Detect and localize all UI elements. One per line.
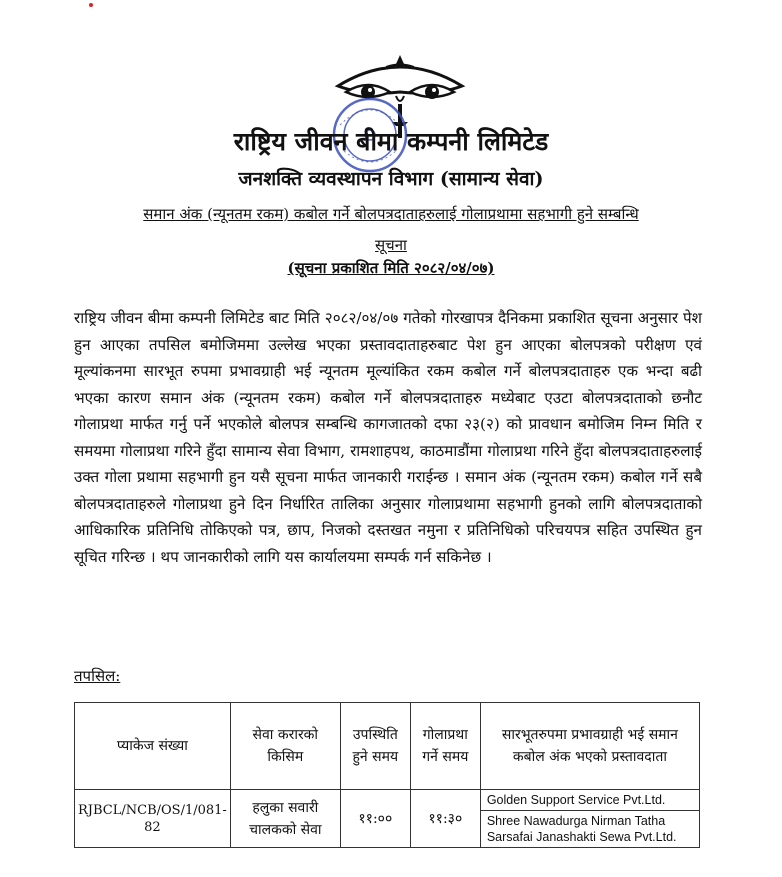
package-number: RJBCL/NCB/OS/1/081-82 [75,790,231,848]
attend-time: ११:०० [340,790,410,848]
notice-subject [0,199,782,261]
col-header-attend-time: उपस्थिति हुने समय [340,703,410,790]
col-header-bidders: सारभूतरुपमा प्रभावग्राही भई समान कबोल अंक भएको प्रस्तावदाता [480,703,699,790]
bidder-name: Golden Support Service Pvt.Ltd. [486,793,666,807]
red-mark [89,3,93,7]
lottery-time: ११:३० [410,790,480,848]
service-type: हलुका सवारी चालकको सेवा [230,790,340,848]
bidders-cell [480,790,699,848]
notice-subject-line2: सूचना [375,236,407,254]
table-header-row [75,703,700,790]
department-name: जनशक्ति व्यवस्थापन विभाग (सामान्य सेवा) [238,168,544,190]
published-date: (सूचना प्रकाशित मिति २०८२/०४/०७) [287,259,495,277]
schedule-label: तपसिल: [74,667,121,685]
table-row [75,790,700,848]
company-name: राष्ट्रिय जीवन बीमा कम्पनी लिमिटेड [233,127,549,156]
col-header-package: प्याकेज संख्या [75,703,231,790]
schedule-table [74,702,700,848]
notice-subject-line1: समान अंक (न्यूनतम रकम) कबोल गर्ने बोलपत्रदाताहरुलाई गोलाप्रथामा सहभागी हुने सम्बन्धि [143,205,639,223]
col-header-service: सेवा करारको किसिम [230,703,340,790]
bidder-name: Shree Nawadurga Nirman Tatha Sarsafai Janashakti Sewa Pvt.Ltd. [481,810,699,847]
col-header-lottery-time: गोलाप्रथा गर्ने समय [410,703,480,790]
notice-body: राष्ट्रिय जीवन बीमा कम्पनी लिमिटेड बाट मिति २०८२/०४/०७ गतेको गोरखापत्र दैनिकमा प्रकाशित सूचना अनुसार पेश हुन आएका तपसिल बमोजिममा उल्लेख भएका प्रस्तावदाताहरुबाट पेश हुन आएका बोलपत्रको परीक्षण एवं मूल्यांकनमा सारभूत रुपमा प्रभावग्राही भई न्यूनतम मूल्यांकित रकम कबोल गर्ने बोलपत्रदाताहरु एक भन्दा बढी भएका कारण समान अंक (न्यूनतम रकम) कबोल गर्ने बोलपत्रदाताहरु मध्येबाट एउटा बोलपत्रदाताको छनौट गोलाप्रथा मार्फत गर्नु पर्ने भएकोले बोलपत्र सम्बन्धि कागजातको दफा २३(२) को प्रावधान बमोजिम निम्न मिति र समयमा गोलाप्रथा गरिने हुँदा सामान्य सेवा विभाग, रामशाहपथ, काठमाडौंमा गोलाप्रथा गरिने हुँदा बोलपत्रदाताहरुलाई उक्त गोला प्रथामा सहभागी हुन यसै सूचना मार्फत जानकारी गराईन्छ । समान अंक (न्यूनतम रकम) कबोल गर्ने सबै बोलपत्रदाताहरुले गोलाप्रथा हुने दिन निर्धारित तालिका अनुसार गोलाप्रथामा सहभागी हुनको लागि बोलपत्रदाताको आधिकारिक प्रतिनिधि तोकिएको पत्र, छाप, निजको दस्तखत नमुना र प्रतिनिधिको परिचयपत्र सहित उपस्थित हुन सूचित गरिन्छ । थप जानकारीको लागि यस कार्यालयमा सम्पर्क गर्न सकिनेछ । [74,309,702,566]
